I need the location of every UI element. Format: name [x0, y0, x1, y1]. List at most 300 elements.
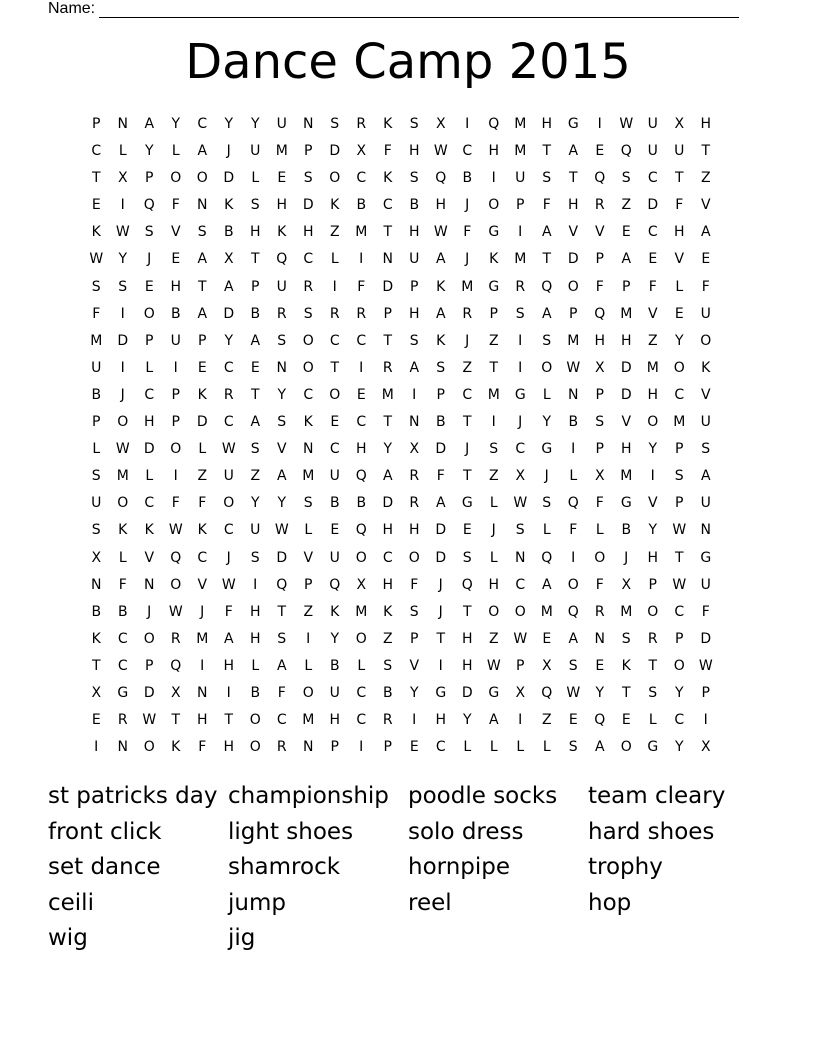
grid-letter: D [276, 549, 288, 566]
grid-letter: T [542, 251, 552, 268]
grid-letter: T [277, 603, 287, 620]
grid-letter: E [621, 224, 631, 241]
grid-letter: O [302, 332, 314, 349]
grid-letter: R [170, 630, 181, 647]
grid-letter: Z [303, 603, 314, 620]
grid-letter: Z [488, 630, 499, 647]
grid-letter: A [435, 305, 446, 322]
grid-letter: Z [488, 468, 499, 485]
grid-letter: B [621, 522, 632, 539]
grid-letter: Q [355, 468, 367, 485]
grid-letter: I [412, 386, 417, 403]
grid-letter: O [170, 576, 182, 593]
grid-letter: Q [435, 170, 447, 187]
grid-letter: L [489, 739, 498, 756]
grid-letter: I [120, 359, 125, 376]
grid-letter: E [462, 522, 472, 539]
grid-letter: T [171, 712, 181, 729]
grid-letter: U [329, 549, 340, 566]
grid-letter: U [329, 468, 340, 485]
grid-letter: R [409, 495, 420, 512]
grid-letter: K [621, 657, 631, 674]
grid-letter: S [674, 468, 684, 485]
grid-letter: I [306, 630, 311, 647]
grid-letter: W [168, 522, 183, 539]
grid-letter: D [647, 197, 659, 214]
word-list-item: set dance [48, 854, 161, 881]
grid-letter: V [700, 197, 711, 214]
grid-letter: F [595, 278, 604, 295]
word-list-item: jig [228, 925, 256, 952]
grid-letter: F [436, 468, 445, 485]
word-list-item: hard shoes [588, 818, 715, 845]
grid-letter: F [171, 197, 180, 214]
grid-letter: F [171, 495, 180, 512]
grid-letter: C [356, 414, 367, 431]
grid-letter: X [409, 441, 420, 458]
grid-letter: K [330, 603, 340, 620]
grid-letter: S [515, 305, 525, 322]
grid-letter: O [170, 441, 182, 458]
grid-letter: Q [541, 278, 553, 295]
grid-letter: O [117, 414, 129, 431]
grid-letter: E [250, 359, 260, 376]
grid-letter: B [117, 603, 128, 620]
grid-letter: U [276, 116, 287, 132]
grid-letter: B [329, 657, 340, 674]
grid-letter: I [200, 657, 205, 674]
grid-letter: Y [250, 495, 260, 512]
grid-letter: K [330, 197, 340, 214]
grid-letter: M [196, 630, 209, 647]
grid-letter: K [436, 332, 446, 349]
grid-letter: C [223, 522, 234, 539]
grid-letter: C [329, 441, 340, 458]
grid-letter: E [595, 657, 605, 674]
grid-letter: J [518, 414, 523, 431]
grid-letter: M [620, 603, 633, 620]
grid-letter: X [223, 251, 234, 268]
word-list-item: team cleary [588, 783, 726, 809]
grid-letter: O [673, 657, 685, 674]
grid-letter: C [462, 386, 473, 403]
grid-letter: Y [277, 386, 287, 403]
grid-letter: U [170, 332, 181, 349]
grid-letter: S [489, 441, 499, 458]
grid-letter: T [648, 657, 658, 674]
grid-letter: L [145, 468, 154, 485]
grid-letter: H [302, 224, 314, 241]
grid-letter: T [383, 414, 393, 431]
grid-letter: E [356, 386, 366, 403]
word-list-item: hop [588, 889, 632, 916]
grid-letter: M [302, 712, 315, 729]
grid-letter: B [223, 224, 234, 241]
grid-letter: S [568, 657, 578, 674]
grid-letter: B [435, 414, 446, 431]
grid-letter: P [198, 332, 207, 349]
grid-letter: D [435, 522, 447, 539]
grid-letter: T [330, 359, 340, 376]
grid-letter: H [355, 441, 367, 458]
grid-letter: P [701, 684, 710, 701]
grid-letter: H [700, 116, 712, 132]
grid-letter: A [435, 251, 446, 268]
name-field [48, 0, 739, 18]
grid-letter: O [196, 170, 208, 187]
grid-letter: T [436, 630, 446, 647]
grid-letter: F [463, 224, 472, 241]
grid-letter: L [542, 739, 551, 756]
grid-letter: M [461, 278, 474, 295]
grid-letter: P [595, 251, 604, 268]
grid-letter: Y [648, 441, 658, 458]
grid-letter: A [223, 630, 234, 647]
grid-letter: O [302, 684, 314, 701]
grid-letter: M [302, 468, 315, 485]
grid-letter: S [303, 305, 313, 322]
grid-letter: Y [462, 712, 472, 729]
grid-letter: Z [621, 197, 632, 214]
grid-letter: L [542, 386, 551, 403]
grid-letter: P [675, 630, 684, 647]
grid-letter: W [672, 522, 687, 539]
grid-letter: G [488, 224, 500, 241]
grid-letter: N [303, 116, 314, 132]
grid-letter: P [675, 441, 684, 458]
grid-letter: H [382, 576, 394, 593]
grid-letter: C [382, 549, 393, 566]
grid-letter: S [277, 630, 287, 647]
grid-letter: Z [700, 170, 711, 187]
grid-letter: S [409, 116, 419, 132]
grid-letter: S [303, 495, 313, 512]
grid-letter: N [382, 251, 393, 268]
grid-letter: F [118, 576, 127, 593]
grid-letter: I [359, 739, 364, 756]
grid-letter: W [672, 576, 687, 593]
grid-letter: F [542, 197, 551, 214]
grid-letter: K [383, 170, 393, 187]
word-list-item: light shoes [228, 818, 354, 845]
grid-letter: R [356, 116, 367, 132]
grid-letter: M [381, 386, 394, 403]
grid-letter: M [514, 116, 527, 132]
grid-letter: Q [170, 657, 182, 674]
grid-letter: P [569, 305, 578, 322]
grid-letter: I [253, 576, 258, 593]
grid-letter: I [571, 549, 576, 566]
grid-letter: C [329, 332, 340, 349]
grid-letter: M [116, 468, 129, 485]
page-title: Dance Camp 2015 [185, 34, 631, 90]
word-list-item: jump [228, 889, 286, 916]
grid-letter: X [356, 576, 367, 593]
grid-letter: C [197, 549, 208, 566]
grid-letter: T [250, 251, 260, 268]
grid-letter: J [544, 468, 549, 485]
grid-letter: A [541, 576, 552, 593]
grid-letter: M [620, 305, 633, 322]
grid-letter: R [117, 712, 128, 729]
grid-letter: I [571, 441, 576, 458]
grid-letter: A [700, 224, 711, 241]
grid-letter: C [674, 603, 685, 620]
grid-letter: U [700, 495, 711, 512]
grid-letter: L [251, 657, 260, 674]
grid-letter: T [489, 359, 499, 376]
grid-letter: Q [594, 305, 606, 322]
grid-letter: N [303, 739, 314, 756]
grid-letter: H [461, 630, 473, 647]
grid-letter: I [703, 712, 708, 729]
grid-letter: Z [647, 332, 658, 349]
grid-letter: U [647, 143, 658, 160]
grid-letter: Z [250, 468, 261, 485]
grid-letter: S [197, 224, 207, 241]
grid-letter: L [489, 495, 498, 512]
grid-letter: B [250, 305, 261, 322]
grid-letter: Q [620, 143, 632, 160]
grid-letter: Z [541, 712, 552, 729]
grid-letter: H [170, 278, 182, 295]
grid-letter: M [620, 468, 633, 485]
grid-letter: Y [674, 684, 684, 701]
word-list-item: wig [48, 925, 88, 952]
grid-letter: F [224, 603, 233, 620]
grid-letter: P [675, 495, 684, 512]
grid-letter: Y [330, 630, 340, 647]
grid-letter: J [465, 332, 470, 349]
grid-letter: I [359, 251, 364, 268]
grid-letter: G [488, 278, 500, 295]
grid-letter: W [221, 576, 236, 593]
grid-letter: O [594, 549, 606, 566]
grid-letter: H [435, 712, 447, 729]
grid-letter: O [488, 603, 500, 620]
grid-letter: V [197, 576, 208, 593]
grid-letter: L [569, 468, 578, 485]
grid-letter: E [330, 414, 340, 431]
grid-letter: J [465, 251, 470, 268]
grid-letter: R [356, 305, 367, 322]
grid-letter: H [435, 197, 447, 214]
grid-letter: G [461, 495, 473, 512]
grid-letter: B [170, 305, 181, 322]
grid-letter: Q [143, 197, 155, 214]
grid-letter: I [597, 116, 602, 132]
grid-letter: O [541, 359, 553, 376]
grid-letter: L [489, 549, 498, 566]
grid-letter: O [170, 170, 182, 187]
grid-letter: C [674, 712, 685, 729]
grid-letter: Q [355, 522, 367, 539]
grid-letter: A [382, 468, 393, 485]
grid-letter: K [197, 522, 207, 539]
grid-letter: F [410, 576, 419, 593]
grid-letter: W [513, 495, 528, 512]
grid-letter: H [488, 143, 500, 160]
grid-letter: Z [329, 224, 340, 241]
grid-letter: U [674, 143, 685, 160]
grid-letter: O [488, 197, 500, 214]
grid-letter: C [647, 170, 658, 187]
grid-letter: Q [541, 684, 553, 701]
letter-grid [83, 111, 719, 761]
grid-letter: H [620, 441, 632, 458]
grid-letter: U [91, 495, 102, 512]
grid-letter: D [302, 197, 314, 214]
grid-letter: E [542, 630, 552, 647]
grid-letter: U [223, 468, 234, 485]
grid-letter: K [171, 739, 181, 756]
grid-letter: F [92, 305, 101, 322]
grid-letter: O [355, 630, 367, 647]
grid-letter: I [332, 278, 337, 295]
grid-letter: D [382, 278, 394, 295]
grid-letter: T [250, 386, 260, 403]
grid-letter: R [382, 359, 393, 376]
grid-letter: K [701, 359, 711, 376]
grid-letter: C [117, 657, 128, 674]
grid-letter: H [382, 522, 394, 539]
grid-letter: R [594, 603, 605, 620]
grid-letter: W [513, 630, 528, 647]
grid-letter: C [647, 224, 658, 241]
grid-letter: O [620, 739, 632, 756]
grid-letter: T [674, 170, 684, 187]
grid-letter: X [117, 170, 128, 187]
grid-letter: L [357, 657, 366, 674]
grid-letter: A [197, 305, 208, 322]
grid-letter: C [356, 684, 367, 701]
grid-letter: O [567, 576, 579, 593]
grid-letter: S [595, 414, 605, 431]
grid-letter: F [701, 603, 710, 620]
grid-letter: I [518, 332, 523, 349]
grid-letter: S [542, 170, 552, 187]
grid-letter: X [674, 116, 685, 132]
grid-letter: L [595, 522, 604, 539]
grid-letter: H [647, 386, 659, 403]
grid-letter: F [675, 197, 684, 214]
grid-letter: I [173, 359, 178, 376]
grid-letter: S [621, 630, 631, 647]
grid-letter: O [329, 386, 341, 403]
grid-letter: Q [541, 549, 553, 566]
grid-letter: B [382, 684, 393, 701]
grid-letter: C [144, 495, 155, 512]
word-list-item: trophy [588, 854, 663, 881]
grid-letter: S [462, 549, 472, 566]
grid-letter: W [433, 224, 448, 241]
grid-letter: F [357, 278, 366, 295]
grid-letter: A [621, 251, 632, 268]
grid-letter: R [223, 386, 234, 403]
grid-letter: H [567, 197, 579, 214]
grid-letter: H [143, 414, 155, 431]
grid-letter: A [541, 305, 552, 322]
grid-letter: H [329, 712, 341, 729]
grid-letter: M [355, 603, 368, 620]
grid-letter: T [542, 143, 552, 160]
grid-letter: H [488, 576, 500, 593]
grid-letter: O [223, 495, 235, 512]
grid-letter: A [700, 468, 711, 485]
grid-letter: Y [171, 116, 181, 132]
grid-letter: N [117, 739, 128, 756]
grid-letter: W [89, 251, 104, 268]
grid-letter: P [410, 278, 419, 295]
grid-letter: M [673, 414, 686, 431]
grid-letter: W [486, 657, 501, 674]
grid-letter: W [619, 116, 634, 132]
grid-letter: P [304, 143, 313, 160]
grid-letter: A [594, 739, 605, 756]
grid-letter: D [143, 684, 155, 701]
grid-letter: E [144, 278, 154, 295]
grid-letter: K [91, 224, 101, 241]
grid-letter: G [567, 116, 579, 132]
grid-letter: R [303, 278, 314, 295]
grid-letter: W [142, 712, 157, 729]
grid-letter: Z [462, 359, 473, 376]
word-list-item: championship [228, 783, 389, 809]
grid-letter: O [143, 630, 155, 647]
grid-letter: S [436, 359, 446, 376]
grid-letter: H [673, 224, 685, 241]
grid-letter: X [700, 739, 711, 756]
grid-letter: D [620, 386, 632, 403]
grid-letter: T [621, 684, 631, 701]
grid-letter: B [329, 495, 340, 512]
grid-letter: S [91, 468, 101, 485]
grid-letter: S [250, 197, 260, 214]
grid-letter: T [462, 468, 472, 485]
grid-letter: F [648, 278, 657, 295]
grid-letter: E [568, 712, 578, 729]
grid-letter: X [515, 684, 526, 701]
grid-letter: I [465, 116, 470, 132]
grid-letter: U [700, 305, 711, 322]
grid-letter: G [620, 495, 632, 512]
grid-letter: E [648, 251, 658, 268]
grid-letter: D [223, 170, 235, 187]
grid-letter: I [94, 739, 99, 756]
grid-letter: Q [329, 576, 341, 593]
grid-letter: D [329, 143, 341, 160]
grid-letter: A [197, 251, 208, 268]
grid-letter: I [226, 684, 231, 701]
name-blank-line [99, 3, 739, 18]
grid-letter: C [223, 359, 234, 376]
grid-letter: S [250, 441, 260, 458]
grid-letter: L [92, 441, 101, 458]
grid-letter: V [621, 414, 632, 431]
grid-letter: V [594, 224, 605, 241]
grid-letter: S [568, 739, 578, 756]
grid-letter: C [223, 414, 234, 431]
grid-letter: M [646, 359, 659, 376]
grid-letter: J [226, 549, 231, 566]
grid-letter: W [698, 657, 713, 674]
grid-letter: E [595, 143, 605, 160]
grid-letter: O [408, 549, 420, 566]
grid-letter: R [462, 305, 473, 322]
grid-letter: C [674, 386, 685, 403]
grid-letter: M [275, 143, 288, 160]
grid-letter: P [330, 739, 339, 756]
